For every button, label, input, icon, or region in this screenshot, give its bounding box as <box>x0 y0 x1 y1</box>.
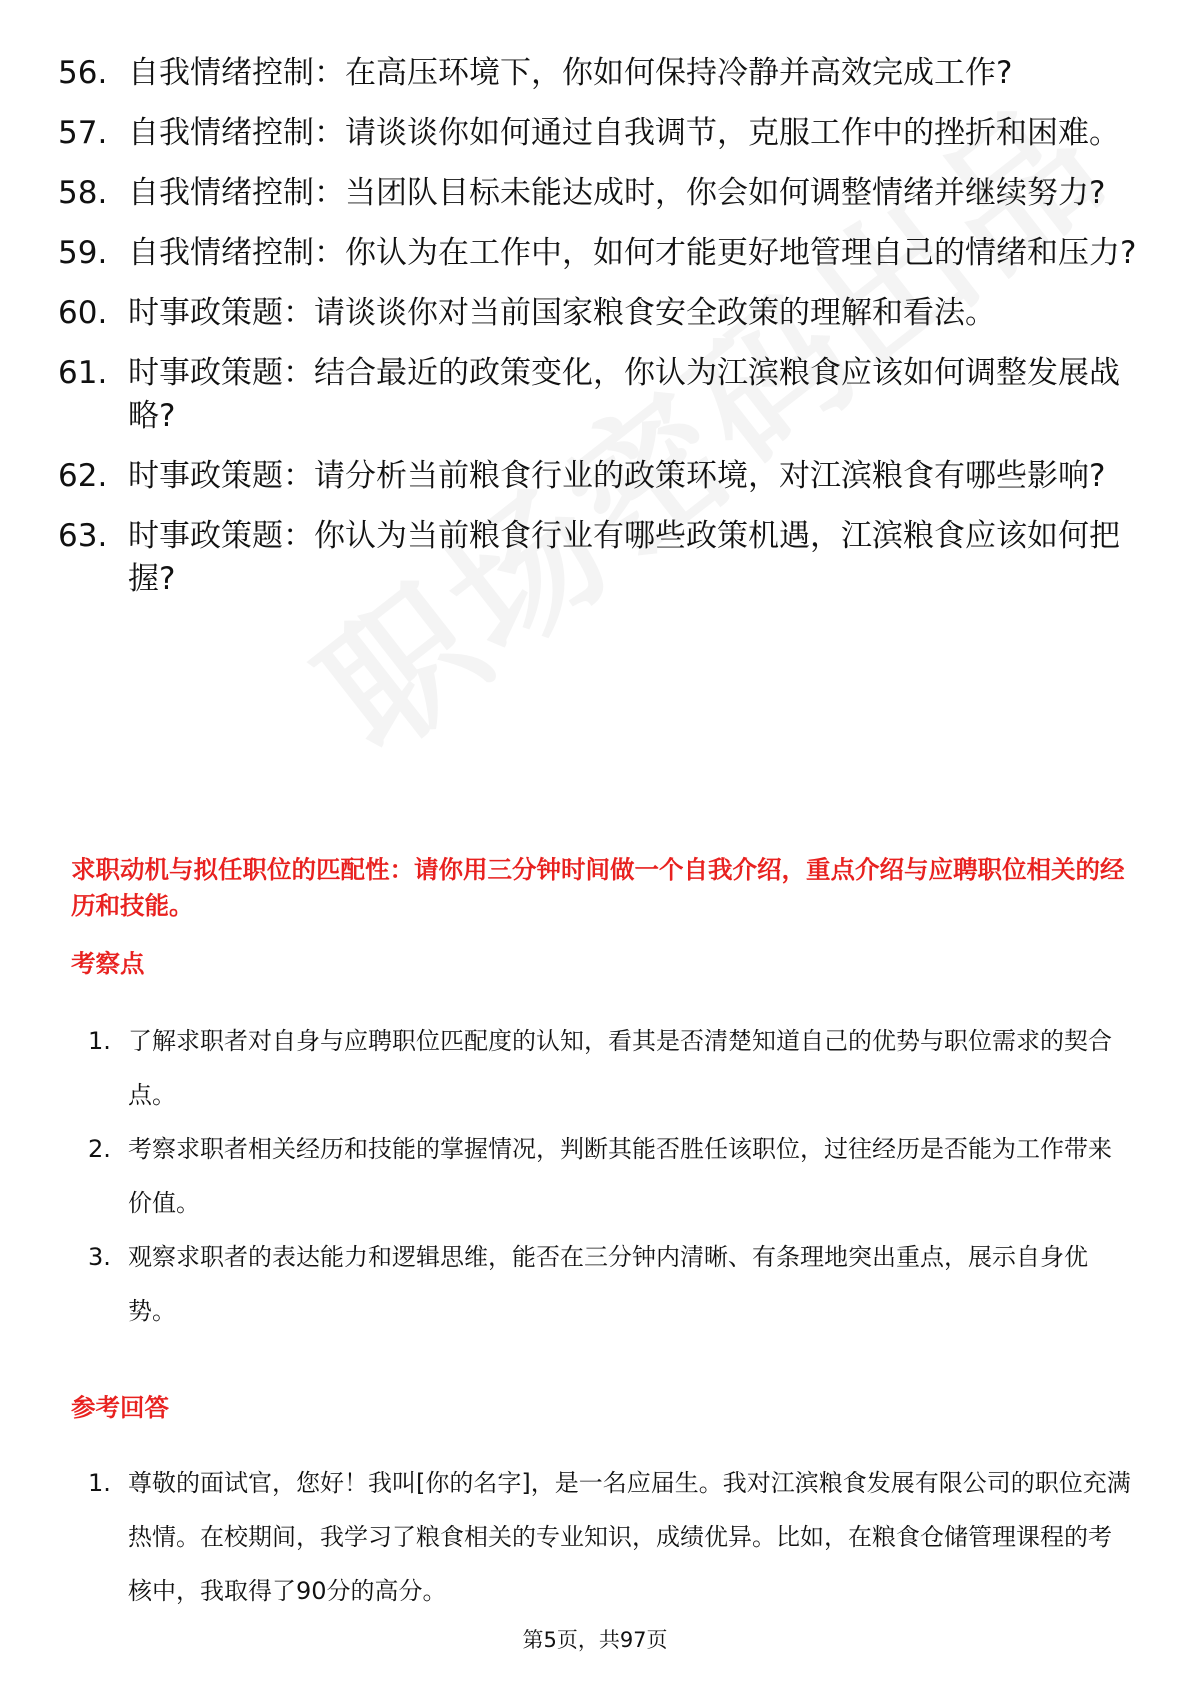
question-list <box>58 52 1138 618</box>
question-item <box>58 52 1138 95</box>
question-item <box>58 352 1138 438</box>
list-item <box>88 1456 1133 1618</box>
question-text: 自我情绪控制：在高压环境下，你如何保持冷静并高效完成工作? <box>128 55 1013 91</box>
question-number: 58. <box>58 175 108 211</box>
question-text: 自我情绪控制：你认为在工作中，如何才能更好地管理自己的情绪和压力? <box>128 235 1137 271</box>
item-text: 考察求职者相关经历和技能的掌握情况，判断其能否胜任该职位，过往经历是否能为工作带来价值。 <box>128 1135 1112 1217</box>
question-number: 62. <box>58 458 108 494</box>
question-item <box>58 515 1138 601</box>
question-item <box>58 172 1138 215</box>
question-text: 自我情绪控制：当团队目标未能达成时，你会如何调整情绪并继续努力? <box>128 175 1106 211</box>
item-text: 观察求职者的表达能力和逻辑思维，能否在三分钟内清晰、有条理地突出重点，展示自身优势。 <box>128 1243 1088 1325</box>
question-item <box>58 112 1138 155</box>
section-title-reference-answer: 参考回答 <box>71 1393 169 1422</box>
question-item <box>58 455 1138 498</box>
section-title-assessment-points: 考察点 <box>71 949 145 978</box>
featured-question-heading: 求职动机与拟任职位的匹配性：请你用三分钟时间做一个自我介绍，重点介绍与应聘职位相关的经历和技能。 <box>71 855 1125 920</box>
question-number: 57. <box>58 115 108 151</box>
question-number: 60. <box>58 295 108 331</box>
item-number: 1. <box>88 1027 111 1055</box>
assessment-points-list <box>88 1014 1133 1338</box>
reference-answer-list <box>88 1456 1133 1618</box>
question-number: 59. <box>58 235 108 271</box>
page-footer: 第5页，共97页 <box>522 1628 668 1652</box>
item-number: 1. <box>88 1469 111 1497</box>
question-item <box>58 232 1138 275</box>
item-number: 2. <box>88 1135 111 1163</box>
question-number: 56. <box>58 55 108 91</box>
list-item <box>88 1014 1133 1122</box>
list-item <box>88 1230 1133 1338</box>
item-text: 尊敬的面试官，您好！我叫[你的名字]，是一名应届生。我对江滨粮食发展有限公司的职位充满热情。在校期间，我学习了粮食相关的专业知识，成绩优异。比如，在粮食仓储管理课程的考核中，我取得了90分的高分。 <box>128 1469 1131 1605</box>
question-number: 61. <box>58 355 108 391</box>
item-number: 3. <box>88 1243 111 1271</box>
question-text: 时事政策题：你认为当前粮食行业有哪些政策机遇，江滨粮食应该如何把握? <box>128 518 1120 597</box>
question-text: 时事政策题：请谈谈你对当前国家粮食安全政策的理解和看法。 <box>128 295 996 331</box>
question-text: 自我情绪控制：请谈谈你如何通过自我调节，克服工作中的挫折和困难。 <box>128 115 1120 151</box>
list-item <box>88 1122 1133 1230</box>
question-number: 63. <box>58 518 108 554</box>
question-item <box>58 292 1138 335</box>
question-text: 时事政策题：结合最近的政策变化，你认为江滨粮食应该如何调整发展战略? <box>128 355 1120 434</box>
item-text: 了解求职者对自身与应聘职位匹配度的认知，看其是否清楚知道自己的优势与职位需求的契合点。 <box>128 1027 1112 1109</box>
question-text: 时事政策题：请分析当前粮食行业的政策环境，对江滨粮食有哪些影响? <box>128 458 1106 494</box>
